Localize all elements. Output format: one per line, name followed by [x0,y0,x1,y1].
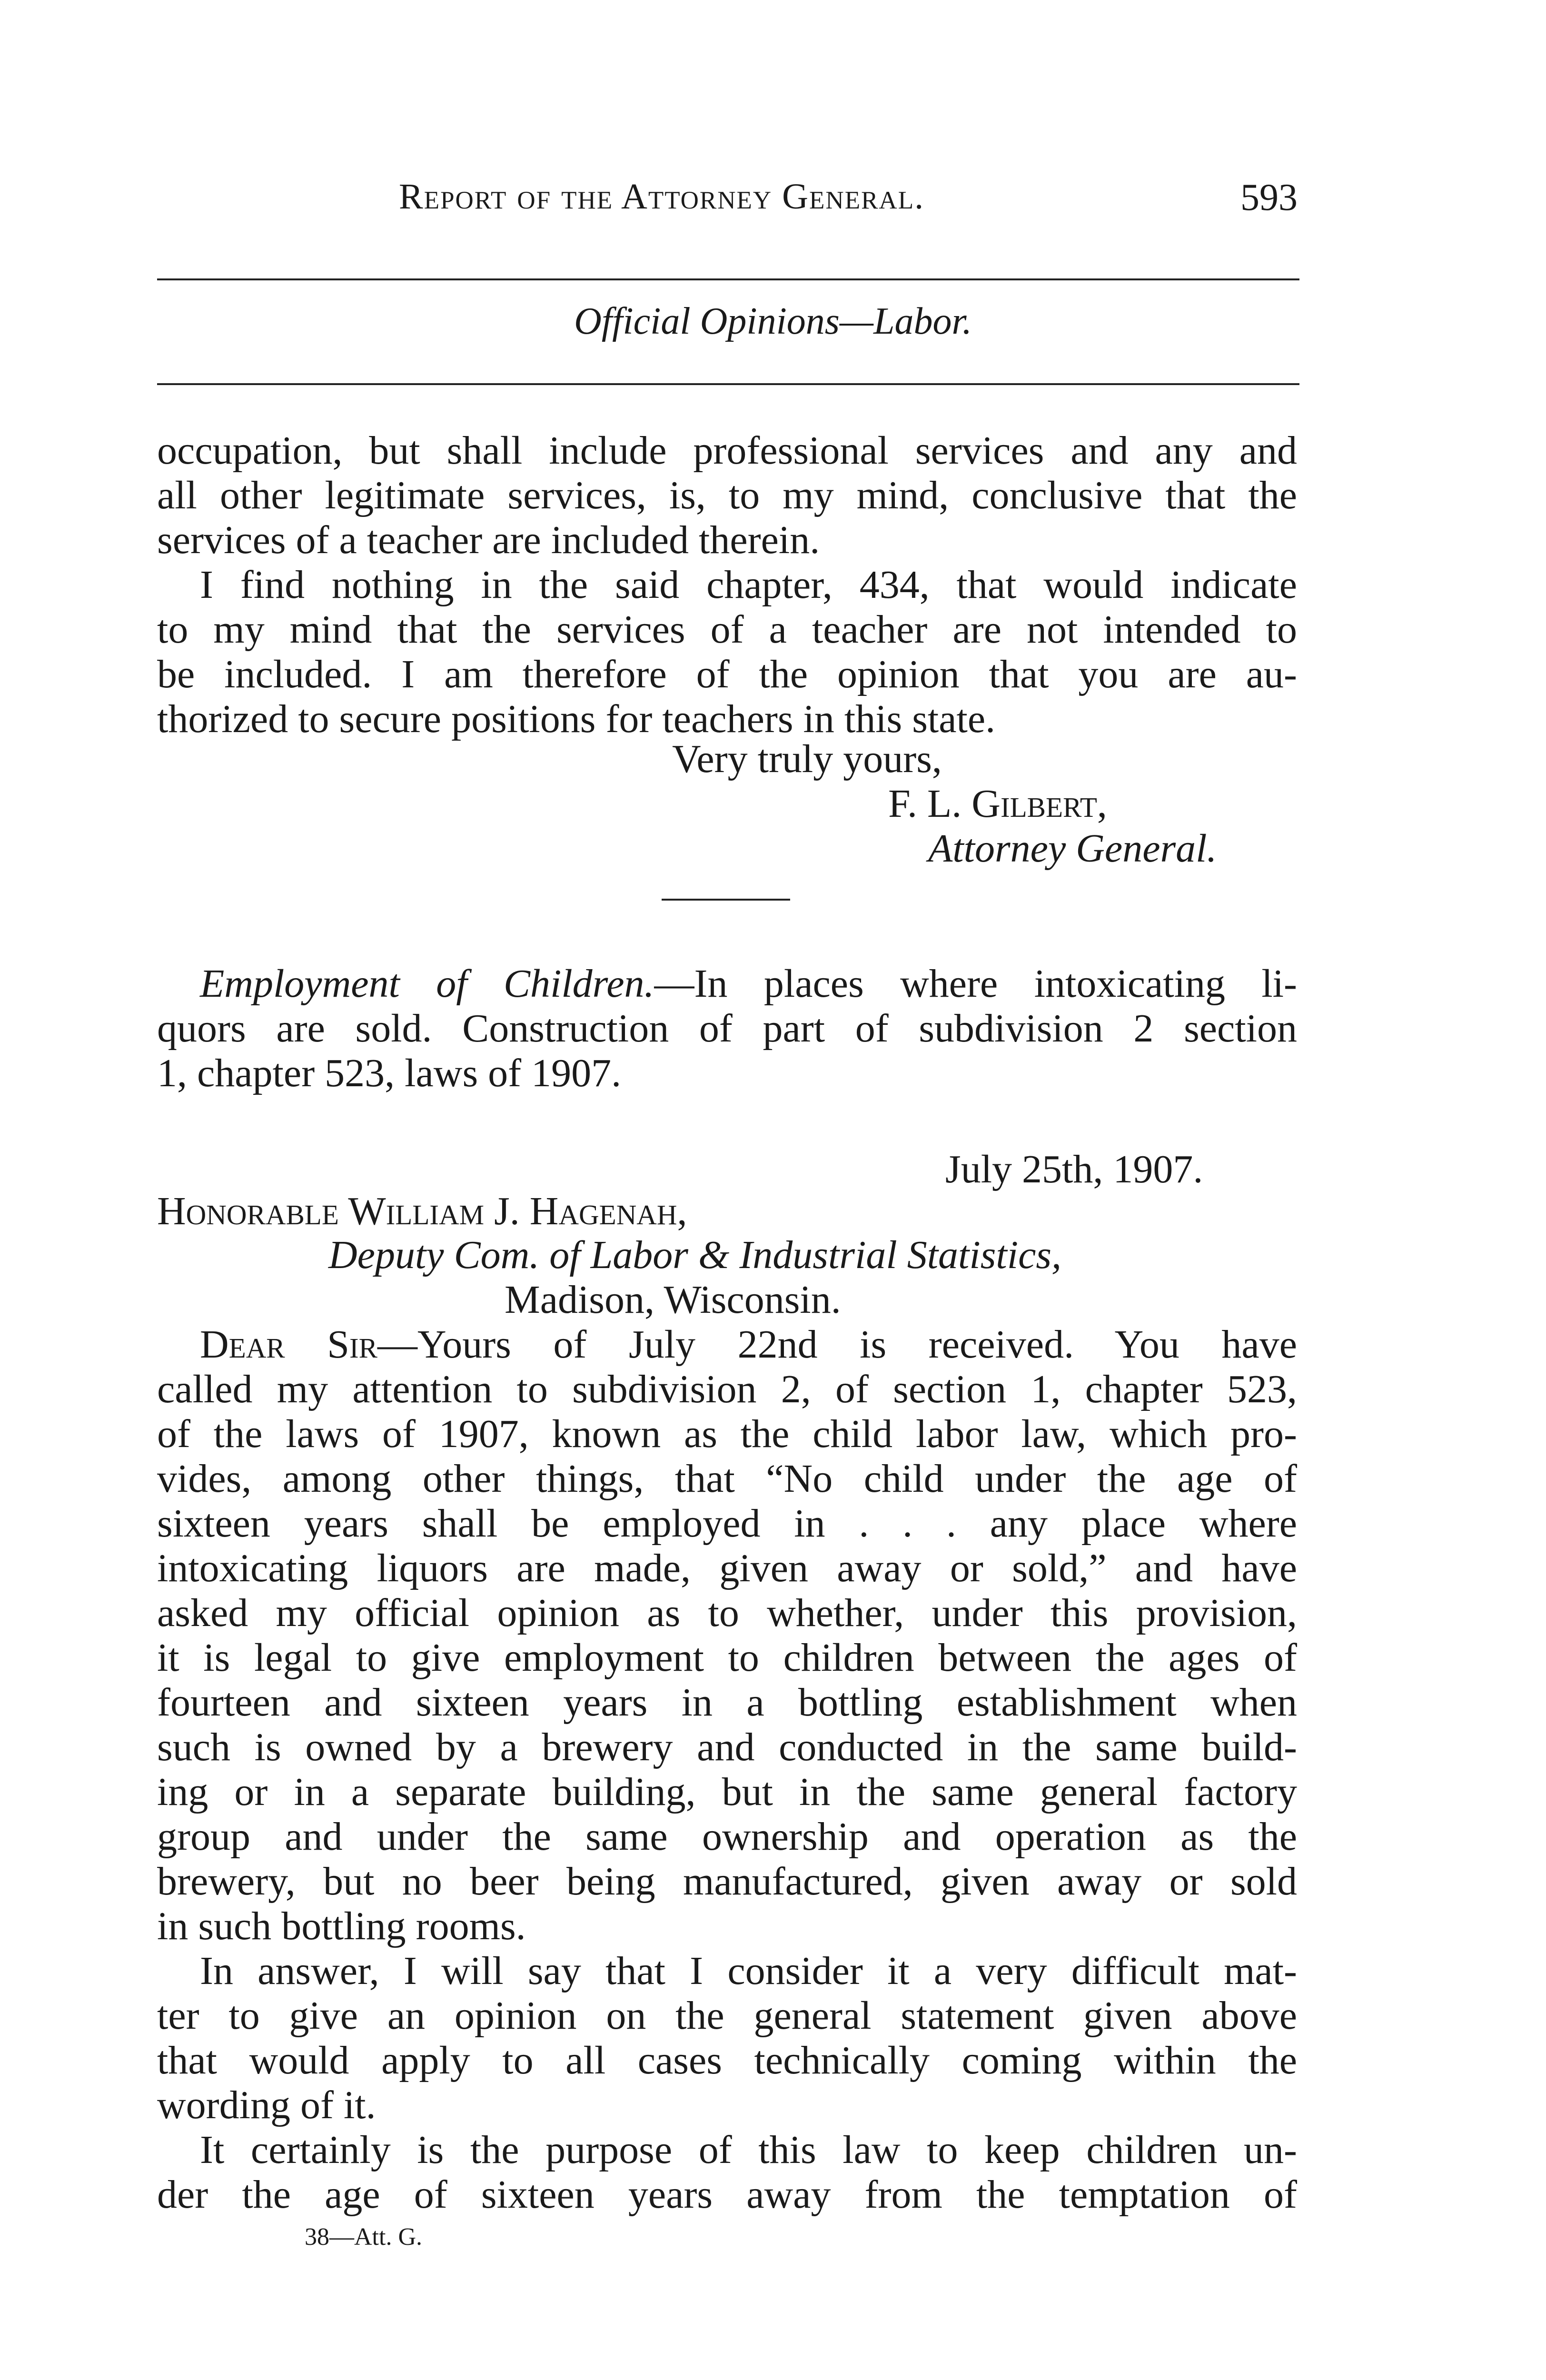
letter-line: sixteen years shall be employed in . . . any place where [157,1501,1297,1546]
section-divider [662,899,790,901]
paragraph-line: to my mind that the services of a teacher are not intended to [157,607,1297,652]
closing-salutation: Very truly yours, [672,737,942,781]
letter-line: called my attention to subdivision 2, of section 1, chapter 523, [157,1367,1297,1411]
addressee-title: Deputy Com. of Labor & Industrial Statistics, [328,1233,1062,1277]
letter-line: it is legal to give employment to children between the ages of [157,1636,1297,1680]
signature-title: Attorney General. [928,826,1217,871]
letter-line: In answer, I will say that I consider it a very difficult mat- [200,1949,1297,1993]
letter-line: in such bottling rooms. [157,1904,526,1948]
letter-line [157,1322,1297,1367]
letter-line: ter to give an opinion on the general statement given above [157,1993,1297,2038]
letter-line-text: —Yours of July 22nd is received. You have [377,1322,1297,1367]
paragraph-line: be included. I am therefore of the opinion that you are au- [157,652,1297,696]
paragraph-line: all other legitimate services, is, to my mind, conclusive that the [157,473,1297,517]
letter-line: brewery, but no beer being manufactured, given away or sold [157,1859,1297,1904]
letter-line: of the laws of 1907, known as the child labor law, which pro- [157,1412,1297,1456]
letter-line: fourteen and sixteen years in a bottling establishment when [157,1680,1297,1725]
opinion-end-text [157,428,1297,742]
page-number: 593 [1240,177,1298,218]
addressee-city: Madison, Wisconsin. [505,1278,841,1322]
section-title: Official Opinions—Labor. [574,300,972,342]
header-rule-bottom [157,383,1299,385]
letter-line: vides, among other things, that “No child under the age of [157,1457,1297,1501]
headnote-line [157,962,1297,1006]
headnote-topic: Employment of Children. [200,962,654,1006]
headnote-text: —In places where intoxicating li- [654,962,1297,1006]
letter-line: that would apply to all cases technically coming within the [157,2038,1297,2082]
paragraph-line: services of a teacher are included therein. [157,518,820,562]
letter-body [157,1322,1297,2217]
letter-line: group and under the same ownership and operation as the [157,1815,1297,1859]
signature-name: F. L. Gilbert, [888,782,1107,826]
paragraph-line: occupation, but shall include professional services and any and [157,428,1297,473]
letter-line: intoxicating liquors are made, given away or sold,” and have [157,1546,1297,1590]
addressee-name: Honorable William J. Hagenah, [157,1189,687,1233]
letter-line: It certainly is the purpose of this law to keep children un- [200,2128,1297,2172]
letter-line: wording of it. [157,2083,376,2127]
header-rule-top [157,278,1299,280]
letter-line: asked my official opinion as to whether, under this provision, [157,1591,1297,1635]
paragraph-line: thorized to secure positions for teachers in this state. [157,697,996,741]
paragraph-line: I find nothing in the said chapter, 434, that would indicate [200,563,1297,607]
letter-line: der the age of sixteen years away from the temptation of [157,2172,1297,2217]
signature-mark: 38—Att. G. [305,2223,422,2251]
letter-line: such is owned by a brewery and conducted in the same build- [157,1725,1297,1769]
letter-line: ing or in a separate building, but in the same general factory [157,1770,1297,1814]
headnote [157,962,1297,1096]
headnote-line: quors are sold. Construction of part of subdivision 2 section [157,1006,1297,1051]
salutation: Dear Sir [200,1322,377,1367]
headnote-line: 1, chapter 523, laws of 1907. [157,1051,622,1095]
letter-date: July 25th, 1907. [945,1147,1203,1191]
running-header-title: Report of the Attorney General. [399,177,925,217]
